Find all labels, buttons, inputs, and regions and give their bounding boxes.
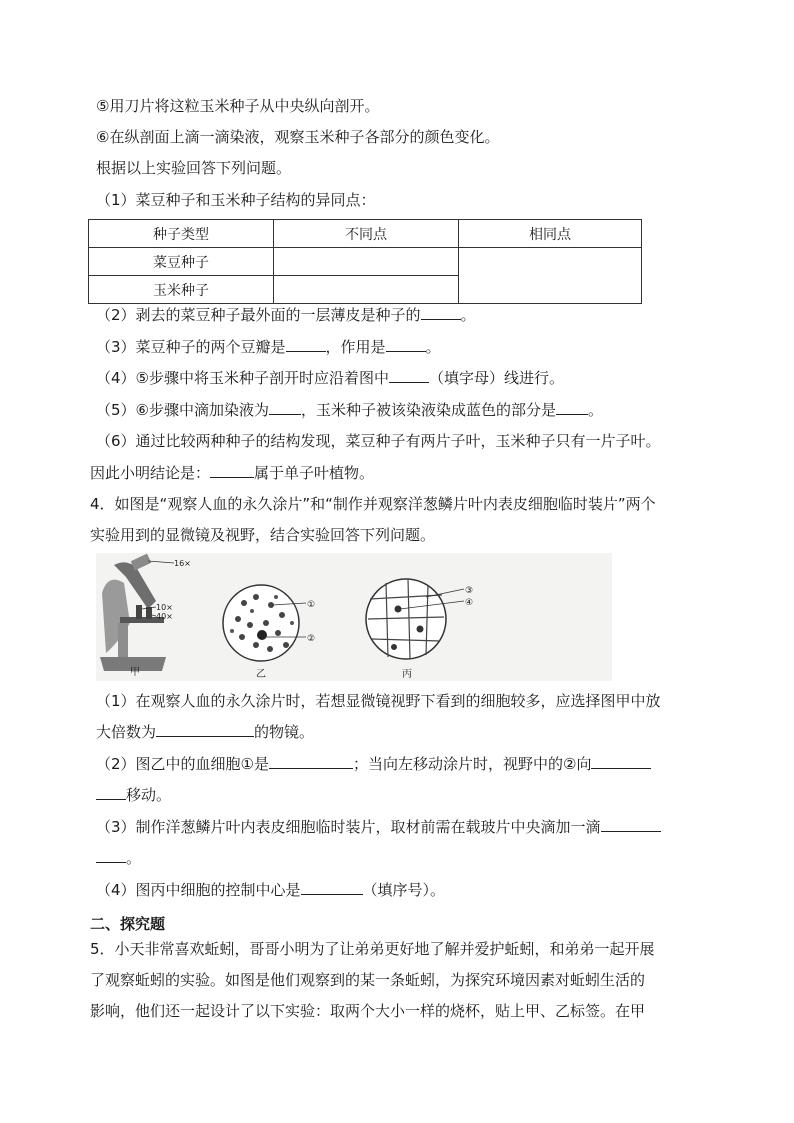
q3-mid: ，作用是 — [325, 338, 386, 356]
microscope-figure — [96, 553, 612, 681]
answer-blank[interactable] — [389, 368, 429, 383]
sub3-line2 — [96, 848, 141, 868]
answer-blank[interactable] — [96, 848, 126, 863]
table-cell: 玉米种子 — [89, 276, 274, 304]
answer-blank[interactable] — [210, 463, 254, 478]
sub1-line2 — [96, 722, 314, 742]
answer-blank[interactable] — [301, 880, 363, 895]
answer-blank[interactable] — [156, 722, 254, 737]
answer-blank[interactable] — [421, 305, 461, 320]
callout-2: ② — [307, 634, 316, 644]
table-cell-answer[interactable] — [274, 248, 459, 276]
answer-blank[interactable] — [556, 400, 588, 415]
table-cell: 菜豆种子 — [89, 248, 274, 276]
sub4-end: （填序号）。 — [362, 881, 446, 899]
sub4-line — [96, 880, 445, 900]
q5-end: 。 — [588, 401, 604, 419]
q6-conclusion-line — [90, 463, 374, 483]
q6-text: （6）通过比较两种种子的结构发现，菜豆种子有两片子叶，玉米种子只有一片子叶。 — [96, 432, 661, 450]
problem4-text-2: 实验用到的显微镜及视野，结合实验回答下列问题。 — [90, 526, 436, 544]
q4-text: （4）⑤步骤中将玉米种子剖开时应沿着图中 — [96, 369, 389, 387]
mag-10-label: 10× — [156, 603, 173, 612]
section-heading: 二、探究题 — [90, 915, 166, 933]
mag-40-label: 40× — [156, 612, 173, 621]
table-header: 不同点 — [274, 220, 459, 248]
instruction-text: 根据以上实验回答下列问题。 — [96, 159, 292, 177]
label-yi: 乙 — [256, 669, 266, 680]
label-bing: 丙 — [402, 669, 412, 680]
sub4-text: （4）图丙中细胞的控制中心是 — [96, 881, 301, 899]
sub2-end: 移动。 — [126, 786, 172, 804]
q1-text: （1）菜豆种子和玉米种子结构的异同点： — [96, 191, 376, 209]
q2-end: 。 — [460, 306, 476, 324]
q6-end: 属于单子叶植物。 — [254, 464, 375, 482]
q4-end: （填字母）线进行。 — [429, 369, 565, 387]
problem5-text-2: 了观察蚯蚓的实验。如图是他们观察到的某一条蚯蚓，为探究环境因素对蚯蚓生活的 — [90, 971, 646, 989]
q3-end: 。 — [425, 338, 441, 356]
step6-text: ⑥在纵剖面上滴一滴染液，观察玉米种子各部分的颜色变化。 — [96, 128, 500, 146]
q6-conclusion-text: 因此小明结论是： — [90, 464, 211, 482]
q3-line — [96, 337, 441, 357]
label-jia: 甲 — [130, 667, 140, 678]
sub3-text: （3）制作洋葱鳞片叶内表皮细胞临时装片，取材前需在载玻片中央滴加一滴 — [96, 818, 601, 836]
q2-text: （2）剥去的菜豆种子最外面的一层薄皮是种子的 — [96, 306, 421, 324]
mag-16-label: 16× — [174, 559, 191, 568]
answer-blank[interactable] — [286, 337, 326, 352]
q2-line — [96, 305, 476, 325]
q4-line — [96, 368, 564, 388]
answer-blank[interactable] — [269, 754, 353, 769]
sub1-text: （1）在观察人血的永久涂片时，若想显微镜视野下看到的细胞较多，应选择图甲中放 — [96, 692, 661, 710]
sub2-mid: ；当向左移动涂片时，视野中的②向 — [353, 755, 592, 773]
problem4-text: 4．如图是“观察人血的永久涂片”和“制作并观察洋葱鳞片叶内表皮细胞临时装片”两个 — [90, 495, 656, 513]
step5-text: ⑤用刀片将这粒玉米种子从中央纵向剖开。 — [96, 97, 380, 115]
table-cell-answer[interactable] — [274, 276, 459, 304]
problem5-text-3: 影响，他们还一起设计了以下实验：取两个大小一样的烧杯，贴上甲、乙标签。在甲 — [90, 1002, 646, 1020]
q5-line — [96, 400, 603, 420]
sub2-text: （2）图乙中的血细胞①是 — [96, 755, 269, 773]
table-header: 相同点 — [459, 220, 642, 248]
sub1-text-2: 大倍数为 — [96, 723, 157, 741]
answer-blank[interactable] — [386, 337, 426, 352]
sub3-line — [96, 817, 661, 837]
sub3-end: 。 — [126, 849, 142, 867]
answer-blank[interactable] — [96, 785, 126, 800]
q5-mid: ，玉米种子被该染液染成蓝色的部分是 — [301, 401, 557, 419]
table-cell-answer[interactable] — [459, 248, 642, 304]
sub2-line — [96, 754, 651, 774]
answer-blank[interactable] — [591, 754, 651, 769]
sub2-line2 — [96, 785, 171, 805]
sub1-end: 的物镜。 — [254, 723, 315, 741]
problem5-text: 5．小天非常喜欢蚯蚓，哥哥小明为了让弟弟更好地了解并爱护蚯蚓，和弟弟一起开展 — [90, 940, 655, 958]
q5-text: （5）⑥步骤中滴加染液为 — [96, 401, 269, 419]
callout-4: ④ — [465, 598, 474, 608]
table-header: 种子类型 — [89, 220, 274, 248]
q3-text: （3）菜豆种子的两个豆瓣是 — [96, 338, 286, 356]
callout-3: ③ — [465, 586, 474, 596]
answer-blank[interactable] — [269, 400, 301, 415]
callout-1: ① — [307, 600, 316, 610]
answer-blank[interactable] — [601, 817, 661, 832]
seed-compare-table — [88, 219, 642, 304]
